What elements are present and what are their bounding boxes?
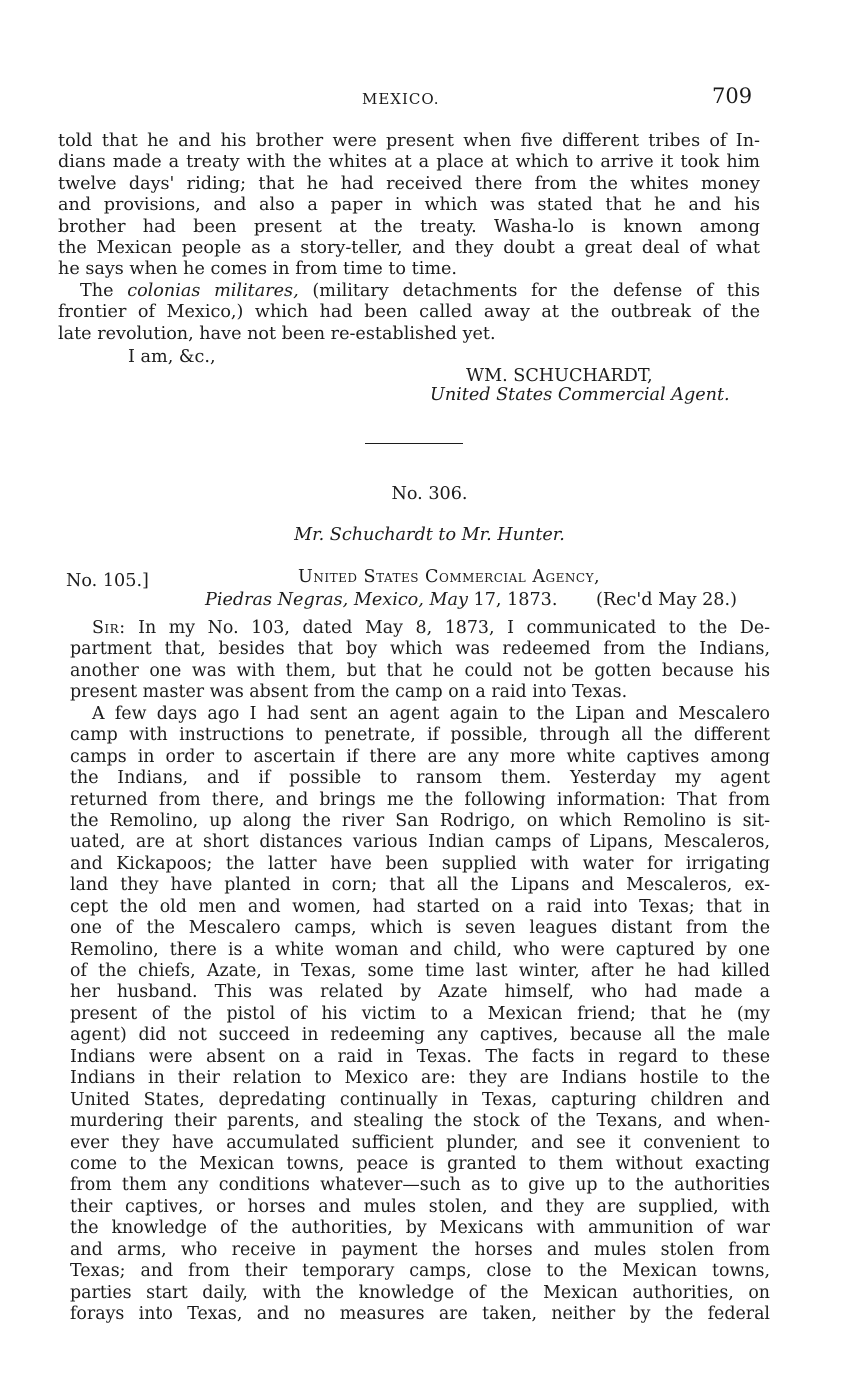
text-line: ever they have accumulated sufficient plunder, and see it convenient to (70, 1132, 770, 1153)
text-line (58, 281, 760, 302)
text-run: In my No. 103, dated May 8, 1873, I communicated to the De- (125, 618, 770, 638)
text-line: of the chiefs, Azate, in Texas, some time last winter, after he had killed (70, 961, 770, 981)
received-date: (Rec'd May 28.) (596, 590, 737, 610)
text-line: A few days ago I had sent an agent again to the Lipan and Mescalero (92, 703, 770, 724)
continued-text (58, 131, 760, 345)
text-line: from them any conditions whatever—such as to give up to the authorities (70, 1175, 770, 1196)
text-line: frontier of Mexico,) which had been called away at the outbreak of the (58, 302, 760, 323)
agency-name: United States Commercial Agency, (298, 567, 601, 587)
document-heading: Mr. Schuchardt to Mr. Hunter. (294, 525, 565, 545)
text-line: another one was with them, but that he could not be gotten because his (70, 660, 770, 681)
text-line: he says when he comes in from time to time. (58, 259, 458, 280)
salutation-sir: Sir: (92, 618, 126, 638)
text-line: present of the pistol of his victim to a Mexican friend; that he (my (70, 1003, 770, 1024)
document-number: No. 306. (391, 484, 468, 504)
text-line: partment that, besides that boy which was redeemed from the Indians, (70, 639, 770, 660)
text-line: late revolution, have not been re-established yet. (58, 323, 496, 344)
text-line: land they have planted in corn; that all the Lipans and Mescaleros, ex- (70, 875, 770, 896)
text-line: the Remolino, up along the river San Rodrigo, on which Remolino is sit- (70, 810, 770, 831)
text-line: parties start daily, with the knowledge of the Mexican authorities, on (70, 1282, 770, 1303)
text-line: twelve days' riding; that he had received there from the whites money (58, 173, 760, 194)
date-rest: 17, 1873. (467, 590, 558, 610)
page-number: 709 (712, 84, 753, 108)
text-line: United States, depredating continually in Texas, capturing children and (70, 1089, 770, 1110)
text-line: and provisions, and also a paper in which was stated that he and his (58, 195, 760, 216)
place-date-italic: Piedras Negras, Mexico, May (205, 590, 468, 610)
text-line: Indians were absent on a raid in Texas. The facts in regard to these (70, 1046, 770, 1067)
text-line: forays into Texas, and no measures are taken, neither by the federal (70, 1304, 770, 1324)
text-line: her husband. This was related by Azate himself, who had made a (70, 982, 770, 1003)
text-line: the Indians, and if possible to ransom them. Yesterday my agent (70, 768, 770, 789)
italic-term: colonias militares, (127, 280, 299, 301)
signature-title: United States Commercial Agent. (430, 385, 730, 405)
running-title: MEXICO. (362, 90, 440, 108)
signature-name: WM. SCHUCHARDT, (466, 366, 653, 386)
text-line: dians made a treaty with the whites at a place at which to arrive it took him (58, 152, 760, 173)
text-run: (military detachments for the defense of this (298, 280, 760, 301)
text-line: Indians in their relation to Mexico are: they are Indians hostile to the (70, 1068, 770, 1089)
text-line: returned from there, and brings me the following information: That from (70, 789, 770, 810)
running-head (0, 84, 859, 114)
dispatch-number: No. 105.] (66, 571, 149, 591)
letter-body (70, 618, 770, 1325)
text-line: camps in order to ascertain if there are any more white captives among (70, 746, 770, 767)
text-line: agent) did not succeed in redeeming any captives, because all the male (70, 1025, 770, 1046)
place-and-date (205, 590, 557, 610)
text-line: told that he and his brother were present when five different tribes of In- (58, 131, 760, 151)
text-line: cept the old men and women, had started on a raid into Texas; that in (70, 896, 770, 917)
text-line: Remolino, there is a white woman and child, who were captured by one (70, 939, 770, 960)
text-line: brother had been present at the treaty. Washa-lo is known among (58, 216, 760, 237)
text-line: Texas; and from their temporary camps, close to the Mexican towns, (70, 1261, 770, 1282)
text-line: and Kickapoos; the latter have been supplied with water for irrigating (70, 853, 770, 874)
text-line: and arms, who receive in payment the horses and mules stolen from (70, 1239, 770, 1260)
closing-salutation: I am, &c., (128, 347, 216, 367)
text-line: camp with instructions to penetrate, if possible, through all the different (70, 725, 770, 746)
text-line (70, 618, 770, 639)
text-run: The (80, 280, 128, 301)
text-line: murdering their parents, and stealing the stock of the Texans, and when- (70, 1111, 770, 1132)
text-line: come to the Mexican towns, peace is granted to them without exacting (70, 1153, 770, 1174)
text-line: the knowledge of the authorities, by Mexicans with ammunition of war (70, 1218, 770, 1239)
section-divider (365, 443, 463, 444)
text-line: their captives, or horses and mules stolen, and they are supplied, with (70, 1196, 770, 1217)
text-line: uated, are at short distances various Indian camps of Lipans, Mescaleros, (70, 832, 770, 853)
text-line: present master was absent from the camp on a raid into Texas. (70, 682, 628, 703)
text-line: one of the Mescalero camps, which is seven leagues distant from the (70, 918, 770, 939)
text-line: the Mexican people as a story-teller, and they doubt a great deal of what (58, 237, 760, 258)
